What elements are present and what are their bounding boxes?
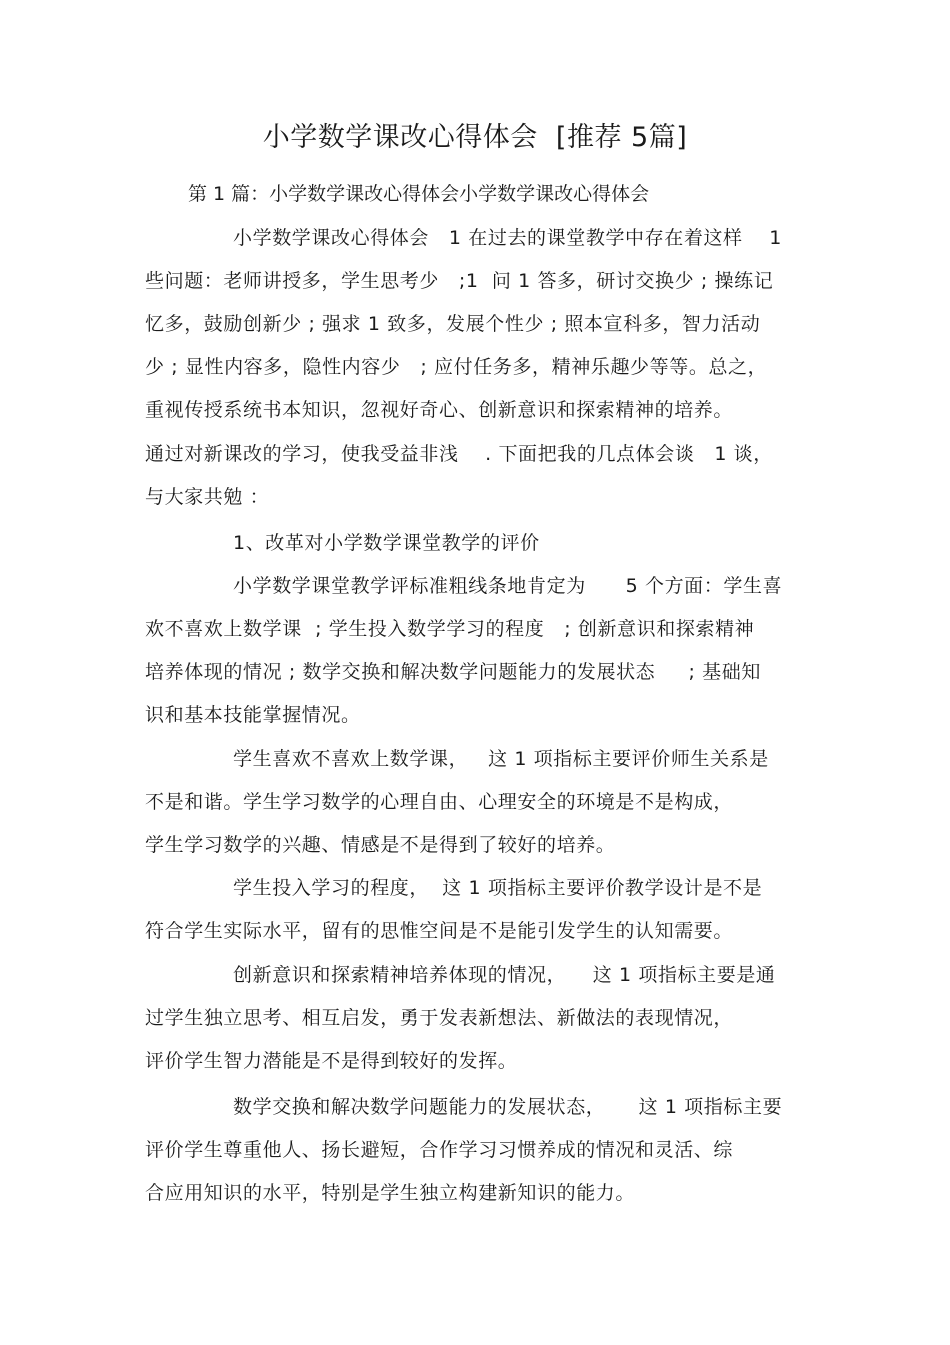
paragraph-line: 小学数学课改心得体会 1 在过去的课堂教学中存在着这样 1 [233,227,782,249]
paragraph-line: 合应用知识的水平，特别是学生独立构建新知识的能力。 [145,1182,636,1204]
paragraph-line: 些问题：老师讲授多，学生思考少 ;1 问 1 答多，研讨交换少 ; 操练记 [145,270,774,292]
paragraph-line: 学生喜欢不喜欢上数学课， 这 1 项指标主要评价师生关系是 [233,748,769,770]
paragraph-line: 欢不喜欢上数学课 ; 学生投入数学学习的程度 ; 创新意识和探索精神 [145,618,755,640]
paragraph-line: 学生学习数学的兴趣、情感是不是得到了较好的培养。 [145,834,616,856]
paragraph-line: 不是和谐。学生学习数学的心理自由、心理安全的环境是不是构成， [145,791,734,813]
paragraph-line: 学生投入学习的程度， 这 1 项指标主要评价教学设计是不是 [233,877,763,899]
paragraph-line: 创新意识和探索精神培养体现的情况， 这 1 项指标主要是通 [233,964,776,986]
paragraph-line: 过学生独立思考、相互启发，勇于发表新想法、新做法的表现情况， [145,1007,734,1029]
paragraph-line: 忆多，鼓励创新少 ; 强求 1 致多，发展个性少 ; 照本宣科多，智力活动 [145,313,761,335]
section-heading: 1、改革对小学数学课堂教学的评价 [233,532,540,554]
paragraph-line: 识和基本技能掌握情况。 [145,704,361,726]
paragraph-line: 评价学生智力潜能是不是得到较好的发挥。 [145,1050,518,1072]
paragraph-line: 少 ; 显性内容多，隐性内容少 ; 应付任务多，精神乐趣少等等。总之， [145,356,768,378]
paragraph-line: 重视传授系统书本知识，忽视好奇心、创新意识和探索精神的培养。 [145,399,734,421]
paragraph-line: 小学数学课堂教学评标准粗线条地肯定为 5 个方面：学生喜 [233,575,783,597]
document-subtitle: 第 1 篇：小学数学课改心得体会小学数学课改心得体会 [188,183,650,205]
paragraph-line: 与大家共勉 ： [145,486,270,508]
paragraph-line: 数学交换和解决数学问题能力的发展状态， 这 1 项指标主要 [233,1096,783,1118]
paragraph-line: 评价学生尊重他人、扬长避短，合作学习习惯养成的情况和灵活、综 [145,1139,734,1161]
paragraph-line: 符合学生实际水平，留有的思惟空间是不是能引发学生的认知需要。 [145,920,734,942]
paragraph-line: 培养体现的情况 ; 数学交换和解决数学问题能力的发展状态 ; 基础知 [145,661,761,683]
paragraph-line: 通过对新课改的学习，使我受益非浅 . 下面把我的几点体会谈 1 谈， [145,443,773,465]
document-title: 小学数学课改心得体会 [推荐 5篇] [262,122,688,153]
